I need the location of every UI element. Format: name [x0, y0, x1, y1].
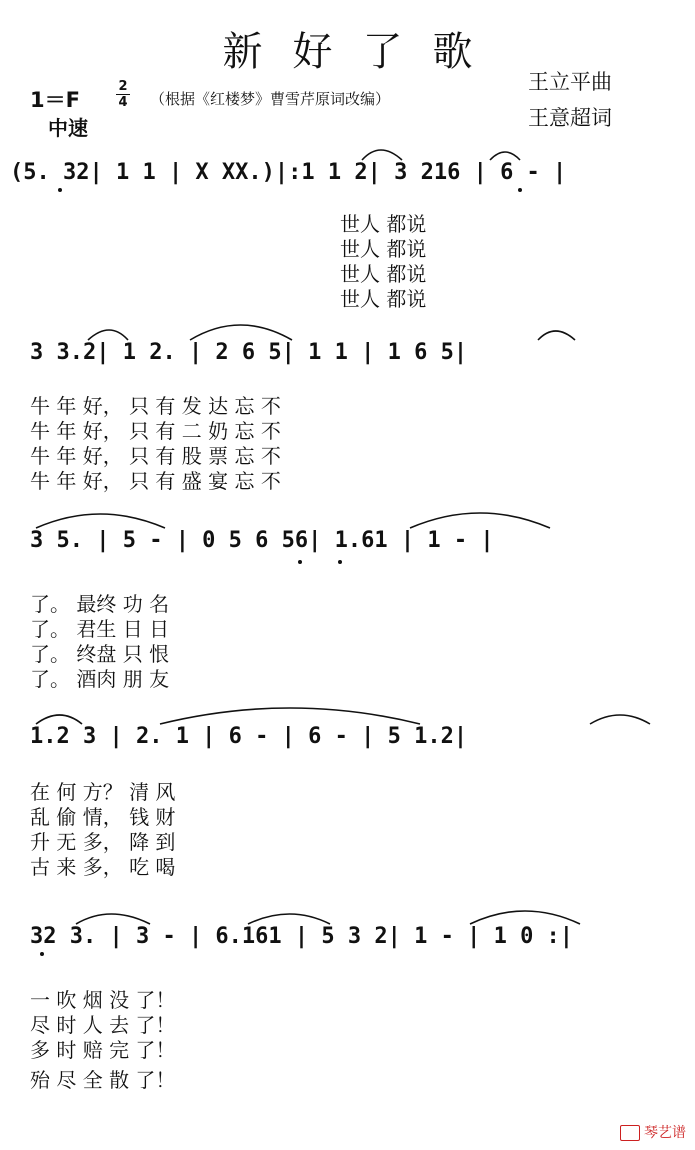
score-line-4-lyric-verse-4: 古 来 多， 吃 喝 — [30, 855, 176, 879]
slur-arc — [36, 514, 165, 528]
score-line-1-lyric-verse-4: 世人 都说 — [340, 287, 427, 311]
slur-arc — [490, 152, 520, 160]
score-line-5-lyric-verse-1: 一 吹 烟 没 了！ — [30, 988, 176, 1012]
slur-arc — [470, 911, 580, 924]
score-line-1-lyric-verse-3: 世人 都说 — [340, 262, 427, 286]
slur-arc — [190, 325, 292, 340]
score-line-2-lyric-verse-3: 牛 年 好， 只 有 股 票 忘 不 — [30, 444, 281, 468]
score-line-5-lyric-verse-2: 尽 时 人 去 了！ — [30, 1013, 176, 1037]
score-line-3-lyric-verse-3: 了。 终盘 只 恨 — [30, 642, 170, 666]
dot-mark — [298, 560, 302, 564]
slur-arc — [88, 330, 128, 340]
dot-mark — [40, 952, 44, 956]
score-line-5-lyric-verse-3: 多 时 赔 完 了！ — [30, 1038, 176, 1062]
score-line-2-lyric-verse-1: 牛 年 好， 只 有 发 达 忘 不 — [30, 394, 281, 418]
slur-arc — [362, 150, 402, 160]
watermark-logo — [620, 1122, 686, 1142]
slur-arc — [36, 715, 82, 724]
score-line-1-notation: (5. 32| 1 1 | X XX.)|:1 1 2| 3 216 | 6 - | — [10, 160, 567, 185]
source-note: （根据《红楼梦》曹雪芹原词改编） — [150, 90, 391, 108]
score-line-2-lyric-verse-2: 牛 年 好， 只 有 二 奶 忘 不 — [30, 419, 281, 443]
meter-top: 2 — [118, 79, 128, 94]
score-line-3-notation: 3 5. | 5 - | 0 5 6 56| 1.61 | 1 - | — [30, 528, 494, 553]
composer-credit: 王立平曲 — [528, 70, 612, 94]
dot-mark — [58, 188, 62, 192]
key-signature: 1＝F — [30, 88, 80, 112]
brand-logo-icon — [620, 1125, 640, 1141]
score-line-5-lyric-verse-4: 殆 尽 全 散 了！ — [30, 1068, 176, 1092]
score-line-4-notation: 1.2 3 | 2. 1 | 6 - | 6 - | 5 1.2| — [30, 724, 468, 749]
slur-arc — [590, 715, 650, 724]
song-title: 新好了歌 — [222, 29, 503, 75]
score-line-4-lyric-verse-2: 乱 偷 情， 钱 财 — [30, 805, 176, 829]
score-line-3-lyric-verse-1: 了。 最终 功 名 — [30, 592, 170, 616]
slur-arc — [538, 331, 575, 340]
score-line-1-lyric-verse-1: 世人 都说 — [340, 212, 427, 236]
meter-bottom: 4 — [118, 95, 128, 110]
slur-arc — [410, 513, 550, 528]
score-line-3-lyric-verse-4: 了。 酒肉 朋 友 — [30, 667, 170, 691]
lyricist-credit: 王意超词 — [528, 106, 612, 130]
score-line-2-lyric-verse-4: 牛 年 好， 只 有 盛 宴 忘 不 — [30, 469, 281, 493]
score-line-4-lyric-verse-1: 在 何 方？ 清 风 — [30, 780, 176, 804]
slur-arc — [76, 914, 150, 924]
score-line-4-lyric-verse-3: 升 无 多， 降 到 — [30, 830, 176, 854]
watermark-brand: 琴艺谱 — [644, 1125, 686, 1141]
score-line-2-notation: 3 3.2| 1 2. | 2 6 5| 1 1 | 1 6 5| — [30, 340, 468, 365]
tempo-marking: 中速 — [48, 116, 88, 140]
score-line-5-notation: 32 3. | 3 - | 6.161 | 5 3 2| 1 - | 1 0 :| — [30, 924, 574, 949]
score-line-3-lyric-verse-2: 了。 君生 日 日 — [30, 617, 170, 641]
slur-arc — [160, 708, 420, 724]
score-line-1-lyric-verse-2: 世人 都说 — [340, 237, 427, 261]
dot-mark — [338, 560, 342, 564]
slur-arc — [248, 914, 330, 924]
dot-mark — [518, 188, 522, 192]
